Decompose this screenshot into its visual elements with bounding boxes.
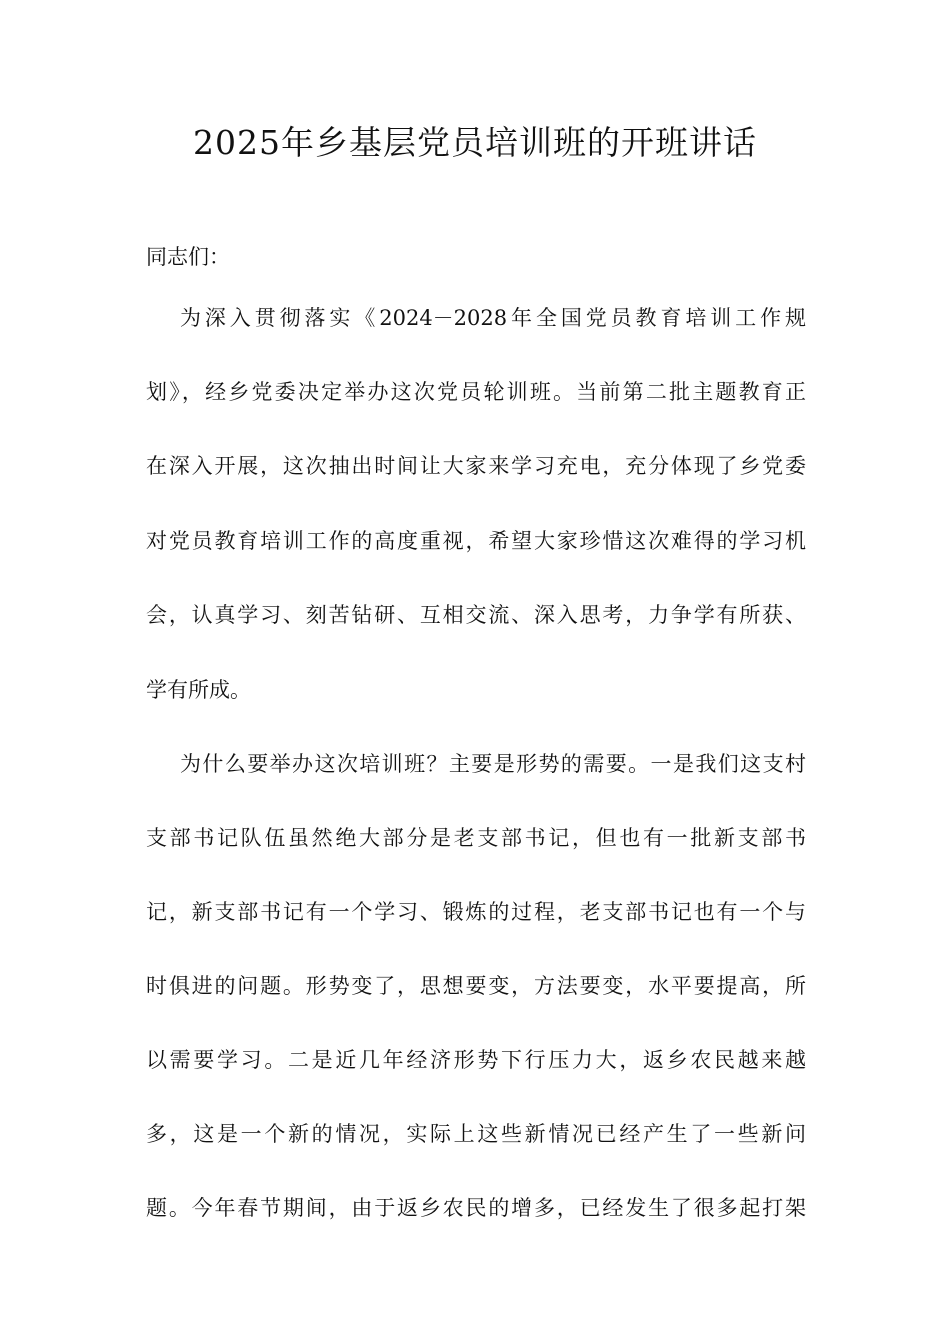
paragraph-line: 以需要学习。二是近几年经济形势下行压力大，返乡农民越来越 xyxy=(146,1048,806,1072)
paragraph-line: 划》，经乡党委决定举办这次党员轮训班。当前第二批主题教育正 xyxy=(146,380,806,404)
paragraph-line: 多，这是一个新的情况，实际上这些新情况已经产生了一些新问 xyxy=(146,1122,806,1146)
paragraph-line: 学有所成。 xyxy=(146,678,251,702)
paragraph-line: 会，认真学习、刻苦钻研、互相交流、深入思考，力争学有所获、 xyxy=(146,603,806,627)
document-title: 2025年乡基层党员培训班的开班讲话 xyxy=(193,123,757,162)
paragraph-line: 对党员教育培训工作的高度重视，希望大家珍惜这次难得的学习机 xyxy=(146,529,806,553)
paragraph-line: 记，新支部书记有一个学习、锻炼的过程，老支部书记也有一个与 xyxy=(146,900,806,924)
paragraph-line: 支部书记队伍虽然绝大部分是老支部书记，但也有一批新支部书 xyxy=(146,826,806,850)
paragraph-line: 题。今年春节期间，由于返乡农民的增多，已经发生了很多起打架 xyxy=(146,1196,806,1220)
salutation: 同志们： xyxy=(146,245,230,269)
paragraph-line: 为什么要举办这次培训班？主要是形势的需要。一是我们这支村 xyxy=(180,752,806,776)
paragraph-line: 时俱进的问题。形势变了，思想要变，方法要变，水平要提高，所 xyxy=(146,974,806,998)
paragraph-line: 为深入贯彻落实《2024－2028年全国党员教育培训工作规 xyxy=(180,306,806,330)
paragraph-line: 在深入开展，这次抽出时间让大家来学习充电，充分体现了乡党委 xyxy=(146,454,806,478)
